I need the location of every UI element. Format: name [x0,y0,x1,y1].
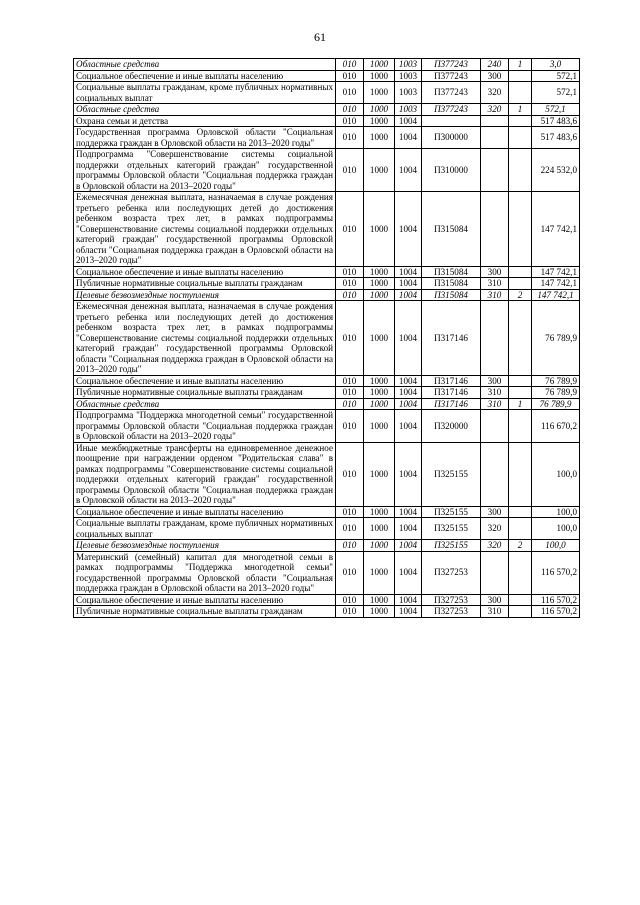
amount-cell: 517 483,6 [532,127,580,149]
subsection-cell: 1004 [395,594,422,606]
row-name-cell: Ежемесячная денежная выплата, назначаемая в случае рождения третьего ребенка или последующих детей до достижения ребенком возраста трех лет, в рамках подпрограммы "Совершенствование системы социальной поддержки отдельных категорий граждан" государственной программы Орловской области "Социальная поддержка граждан в Орловской области на 2013–2020 годы" [74,192,336,267]
code-cell: 010 [336,301,364,376]
target-article-cell: П317146 [422,301,481,376]
row-name-cell: Публичные нормативные социальные выплаты гражданам [74,278,336,290]
code-cell: 010 [336,387,364,399]
subsection-cell: 1004 [395,192,422,267]
code-cell: 010 [336,398,364,410]
code-cell: 010 [336,70,364,82]
expense-type-cell: 310 [481,278,509,290]
subsection-cell: 1004 [395,375,422,387]
row-name-cell: Охрана семьи и детства [74,115,336,127]
row-name-cell: Социальное обеспечение и иные выплаты населению [74,266,336,278]
section-cell: 1000 [364,289,395,301]
target-article-cell: П320000 [422,410,481,443]
section-cell: 1000 [364,266,395,278]
target-article-cell: П325155 [422,442,481,506]
amount-cell: 3,0 [532,59,580,71]
code-cell: 010 [336,82,364,104]
table-row [74,540,580,552]
amount-cell: 100,0 [532,540,580,552]
row-name-cell: Социальные выплаты гражданам, кроме публичных нормативных социальных выплат [74,82,336,104]
amount-cell: 116 570,2 [532,594,580,606]
section-cell: 1000 [364,115,395,127]
table-row [74,149,580,192]
code-cell: 010 [336,375,364,387]
table-body [74,59,580,618]
subsection-cell: 1003 [395,59,422,71]
section-cell: 1000 [364,149,395,192]
row-name-cell: Социальное обеспечение и иные выплаты населению [74,506,336,518]
amount-cell: 100,0 [532,518,580,540]
row-name-cell: Материнский (семейный) капитал для многодетной семьи в рамках подпрограммы "Поддержка многодетной семьи" государственной программы Орловской области "Социальная поддержка граждан в Орловской области на 2013–2020 годы" [74,551,336,594]
source-cell [509,301,532,376]
amount-cell: 76 789,9 [532,387,580,399]
subsection-cell: 1004 [395,551,422,594]
code-cell: 010 [336,289,364,301]
table-row [74,594,580,606]
amount-cell: 116 670,2 [532,410,580,443]
source-cell [509,192,532,267]
section-cell: 1000 [364,70,395,82]
row-name-cell: Социальное обеспечение и иные выплаты населению [74,70,336,82]
row-name-cell: Целевые безвозмездные поступления [74,289,336,301]
budget-table [73,58,580,618]
row-name-cell: Иные межбюджетные трансферты на единовременное денежное поощрение при награждении орденом "Родительская слава" в рамках подпрограммы "Совершенствование системы социальной поддержки отдельных категорий граждан" государственной программы Орловской области "Социальная поддержка граждан в Орловской области на 2013–2020 годы" [74,442,336,506]
target-article-cell: П327253 [422,594,481,606]
table-row [74,289,580,301]
source-cell [509,606,532,618]
section-cell: 1000 [364,82,395,104]
expense-type-cell [481,149,509,192]
section-cell: 1000 [364,59,395,71]
row-name-cell: Государственная программа Орловской области "Социальная поддержка граждан в Орловской области на 2013–2020 годы" [74,127,336,149]
subsection-cell: 1004 [395,387,422,399]
code-cell: 010 [336,104,364,116]
section-cell: 1000 [364,278,395,290]
section-cell: 1000 [364,410,395,443]
expense-type-cell: 300 [481,506,509,518]
amount-cell: 572,1 [532,70,580,82]
subsection-cell: 1004 [395,301,422,376]
table-row [74,606,580,618]
code-cell: 010 [336,594,364,606]
amount-cell: 100,0 [532,506,580,518]
row-name-cell: Подпрограмма "Совершенствование системы социальной поддержки отдельных категорий граждан" государственной программы Орловской области "Социальная поддержка граждан в Орловской области на 2013–2020 годы" [74,149,336,192]
table-row [74,398,580,410]
code-cell: 010 [336,266,364,278]
amount-cell: 76 789,9 [532,375,580,387]
code-cell: 010 [336,551,364,594]
table-row [74,59,580,71]
target-article-cell [422,115,481,127]
expense-type-cell [481,301,509,376]
code-cell: 010 [336,115,364,127]
row-name-cell: Подпрограмма "Поддержка многодетной семьи" государственной программы Орловской области "Социальная поддержка граждан в Орловской области на 2013–2020 годы" [74,410,336,443]
target-article-cell: П300000 [422,127,481,149]
expense-type-cell [481,192,509,267]
subsection-cell: 1004 [395,518,422,540]
amount-cell: 517 483,6 [532,115,580,127]
expense-type-cell [481,442,509,506]
row-name-cell: Областные средства [74,104,336,116]
subsection-cell: 1003 [395,104,422,116]
subsection-cell: 1004 [395,149,422,192]
source-cell [509,278,532,290]
target-article-cell: П377243 [422,104,481,116]
section-cell: 1000 [364,506,395,518]
expense-type-cell [481,115,509,127]
source-cell [509,149,532,192]
amount-cell: 572,1 [532,104,580,116]
expense-type-cell: 310 [481,606,509,618]
section-cell: 1000 [364,192,395,267]
source-cell [509,518,532,540]
code-cell: 010 [336,606,364,618]
code-cell: 010 [336,149,364,192]
subsection-cell: 1004 [395,278,422,290]
source-cell: 2 [509,540,532,552]
table-row [74,387,580,399]
section-cell: 1000 [364,127,395,149]
table-row [74,127,580,149]
table-row [74,82,580,104]
source-cell [509,387,532,399]
code-cell: 010 [336,278,364,290]
subsection-cell: 1004 [395,410,422,443]
subsection-cell: 1004 [395,115,422,127]
target-article-cell: П315084 [422,278,481,290]
expense-type-cell: 320 [481,104,509,116]
expense-type-cell [481,551,509,594]
expense-type-cell: 320 [481,82,509,104]
table-row [74,192,580,267]
source-cell [509,506,532,518]
subsection-cell: 1004 [395,606,422,618]
code-cell: 010 [336,540,364,552]
row-name-cell: Социальное обеспечение и иные выплаты населению [74,594,336,606]
amount-cell: 100,0 [532,442,580,506]
subsection-cell: 1003 [395,70,422,82]
section-cell: 1000 [364,301,395,376]
target-article-cell: П315084 [422,289,481,301]
source-cell [509,375,532,387]
target-article-cell: П377243 [422,82,481,104]
target-article-cell: П325155 [422,506,481,518]
row-name-cell: Социальное обеспечение и иные выплаты населению [74,375,336,387]
code-cell: 010 [336,192,364,267]
page-number: 61 [314,30,326,44]
table-row [74,506,580,518]
target-article-cell: П317146 [422,375,481,387]
code-cell: 010 [336,442,364,506]
section-cell: 1000 [364,540,395,552]
expense-type-cell: 310 [481,387,509,399]
target-article-cell: П327253 [422,551,481,594]
target-article-cell: П377243 [422,70,481,82]
source-cell: 1 [509,104,532,116]
expense-type-cell: 310 [481,289,509,301]
source-cell [509,82,532,104]
target-article-cell: П377243 [422,59,481,71]
amount-cell: 76 789,9 [532,301,580,376]
section-cell: 1000 [364,398,395,410]
section-cell: 1000 [364,104,395,116]
amount-cell: 147 742,1 [532,192,580,267]
expense-type-cell: 320 [481,540,509,552]
amount-cell: 224 532,0 [532,149,580,192]
row-name-cell: Социальные выплаты гражданам, кроме публичных нормативных социальных выплат [74,518,336,540]
amount-cell: 116 570,2 [532,551,580,594]
subsection-cell: 1004 [395,398,422,410]
expense-type-cell: 320 [481,518,509,540]
code-cell: 010 [336,518,364,540]
table-row [74,551,580,594]
subsection-cell: 1004 [395,442,422,506]
table-row [74,266,580,278]
amount-cell: 116 570,2 [532,606,580,618]
source-cell: 1 [509,398,532,410]
expense-type-cell [481,127,509,149]
section-cell: 1000 [364,594,395,606]
table-row [74,278,580,290]
expense-type-cell: 240 [481,59,509,71]
target-article-cell: П310000 [422,149,481,192]
table-row [74,518,580,540]
code-cell: 010 [336,410,364,443]
target-article-cell: П317146 [422,387,481,399]
amount-cell: 147 742,1 [532,266,580,278]
section-cell: 1000 [364,518,395,540]
target-article-cell: П325155 [422,518,481,540]
source-cell [509,115,532,127]
target-article-cell: П325155 [422,540,481,552]
amount-cell: 572,1 [532,82,580,104]
source-cell [509,127,532,149]
table-row [74,375,580,387]
source-cell [509,594,532,606]
amount-cell: 147 742,1 [532,289,580,301]
table-row [74,410,580,443]
amount-cell: 147 742,1 [532,278,580,290]
row-name-cell: Ежемесячная денежная выплата, назначаемая в случае рождения третьего ребенка или последующих детей до достижения ребенком возраста трех лет, в рамках подпрограммы "Совершенствование системы социальной поддержки отдельных категорий граждан" государственной программы Орловской области "Социальная поддержка граждан в Орловской области на 2013–2020 годы" [74,301,336,376]
table-row [74,115,580,127]
subsection-cell: 1004 [395,540,422,552]
code-cell: 010 [336,506,364,518]
code-cell: 010 [336,59,364,71]
section-cell: 1000 [364,442,395,506]
table-row [74,442,580,506]
source-cell [509,442,532,506]
section-cell: 1000 [364,387,395,399]
expense-type-cell: 300 [481,594,509,606]
subsection-cell: 1003 [395,82,422,104]
source-cell [509,410,532,443]
source-cell [509,266,532,278]
target-article-cell: П327253 [422,606,481,618]
section-cell: 1000 [364,375,395,387]
source-cell: 1 [509,59,532,71]
row-name-cell: Областные средства [74,59,336,71]
amount-cell: 76 789,9 [532,398,580,410]
source-cell: 2 [509,289,532,301]
target-article-cell: П315084 [422,192,481,267]
source-cell [509,551,532,594]
subsection-cell: 1004 [395,289,422,301]
subsection-cell: 1004 [395,506,422,518]
table-row [74,70,580,82]
source-cell [509,70,532,82]
code-cell: 010 [336,127,364,149]
row-name-cell: Публичные нормативные социальные выплаты гражданам [74,606,336,618]
subsection-cell: 1004 [395,266,422,278]
target-article-cell: П315084 [422,266,481,278]
row-name-cell: Областные средства [74,398,336,410]
section-cell: 1000 [364,606,395,618]
expense-type-cell: 310 [481,398,509,410]
expense-type-cell: 300 [481,266,509,278]
table-row [74,104,580,116]
section-cell: 1000 [364,551,395,594]
table-row [74,301,580,376]
expense-type-cell [481,410,509,443]
row-name-cell: Публичные нормативные социальные выплаты гражданам [74,387,336,399]
target-article-cell: П317146 [422,398,481,410]
row-name-cell: Целевые безвозмездные поступления [74,540,336,552]
expense-type-cell: 300 [481,375,509,387]
subsection-cell: 1004 [395,127,422,149]
expense-type-cell: 300 [481,70,509,82]
